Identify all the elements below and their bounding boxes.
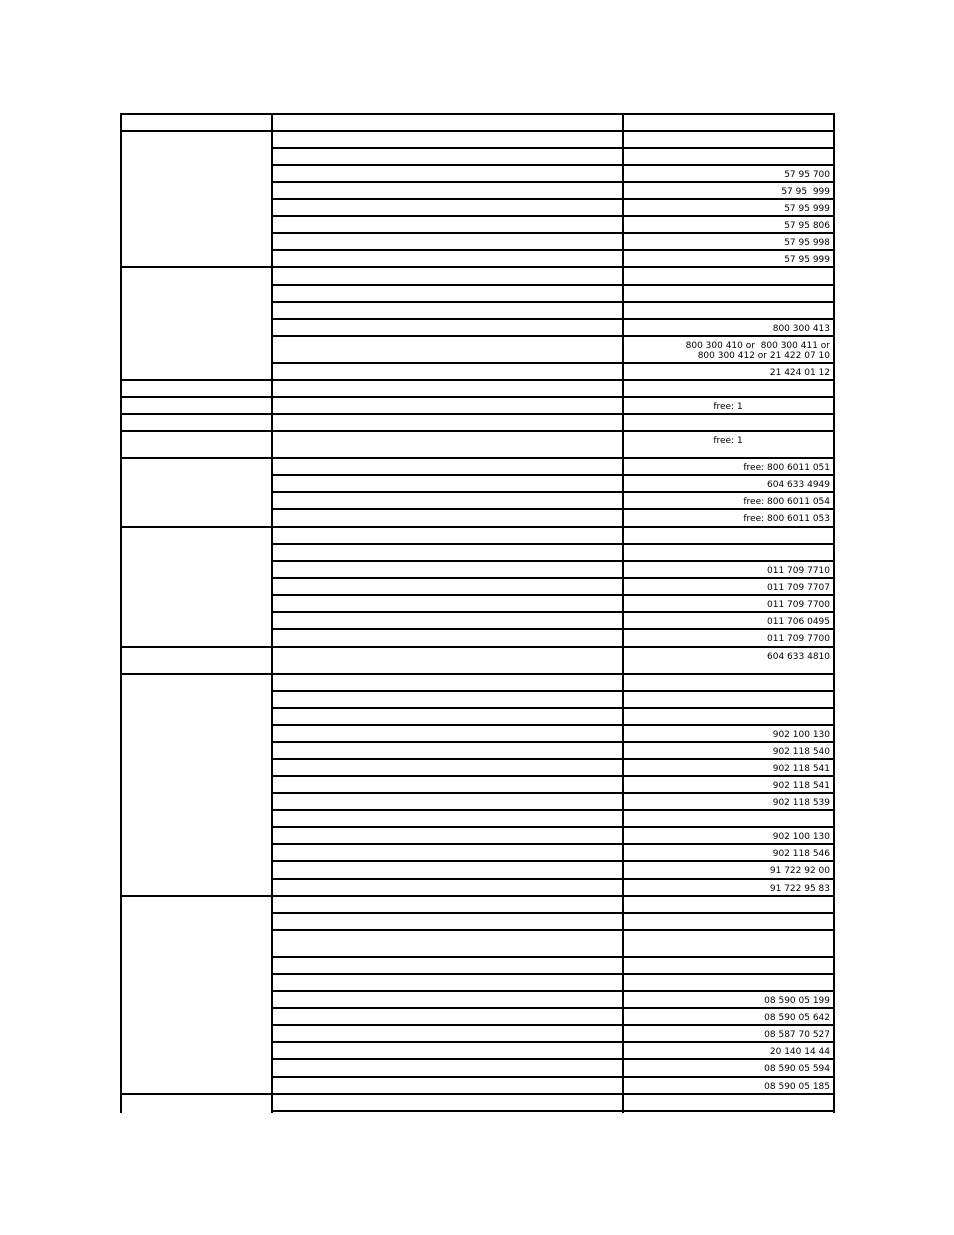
- group-divider: [120, 413, 271, 415]
- row-divider: [271, 809, 835, 811]
- phone-value: 011 706 0495: [767, 617, 830, 627]
- row-divider: [271, 474, 835, 476]
- row-divider: [271, 628, 835, 630]
- row-divider: [271, 249, 835, 251]
- row-divider: [271, 792, 835, 794]
- phone-value: 57 95 806: [784, 221, 830, 231]
- row-divider: [271, 113, 835, 115]
- row-divider: [271, 1093, 835, 1095]
- row-divider: [271, 181, 835, 183]
- row-divider: [271, 266, 835, 268]
- group-divider: [120, 457, 271, 459]
- group-divider: [120, 430, 271, 432]
- phone-value: 902 100 130: [772, 832, 830, 842]
- row-divider: [271, 990, 835, 992]
- phone-value: 21 424 01 12: [769, 368, 830, 378]
- phone-value: 57 95 999: [781, 187, 830, 197]
- phone-value: 902 118 541: [772, 764, 830, 774]
- group-divider: [120, 396, 271, 398]
- row-divider: [271, 673, 835, 675]
- row-divider: [271, 973, 835, 975]
- row-divider: [271, 1058, 835, 1060]
- row-divider: [271, 724, 835, 726]
- row-divider: [271, 912, 835, 914]
- row-divider: [271, 843, 835, 845]
- column-border-1: [271, 113, 273, 1113]
- column-border-2: [622, 113, 624, 1113]
- row-divider: [271, 860, 835, 862]
- row-divider: [271, 362, 835, 364]
- phone-value: 011 709 7700: [767, 634, 830, 644]
- phone-value: 011 709 7707: [767, 583, 830, 593]
- phone-value: free: 1: [713, 402, 743, 412]
- row-divider: [271, 284, 835, 286]
- phone-value: 57 95 700: [784, 170, 830, 180]
- row-divider: [271, 577, 835, 579]
- phone-value: 08 590 05 199: [764, 996, 830, 1006]
- phone-value: 902 100 130: [772, 730, 830, 740]
- phone-value: 57 95 999: [784, 255, 830, 265]
- group-divider: [120, 526, 271, 528]
- row-divider: [271, 878, 835, 880]
- group-divider: [120, 379, 271, 381]
- phone-value: 20 140 14 44: [769, 1047, 830, 1057]
- row-divider: [271, 594, 835, 596]
- row-divider: [271, 775, 835, 777]
- column-border-right: [833, 113, 835, 1113]
- phone-value: free: 800 6011 053: [743, 514, 830, 524]
- row-divider: [271, 198, 835, 200]
- row-divider: [271, 318, 835, 320]
- group-divider: [120, 266, 271, 268]
- phone-value: 902 118 546: [772, 849, 830, 859]
- row-divider: [271, 826, 835, 828]
- phone-value: 604 633 4810: [767, 652, 830, 662]
- row-divider: [271, 232, 835, 234]
- row-divider: [271, 335, 835, 337]
- phone-value: 08 590 05 185: [764, 1082, 830, 1092]
- row-divider: [271, 741, 835, 743]
- phone-value: 57 95 999: [784, 204, 830, 214]
- row-divider: [271, 508, 835, 510]
- row-divider: [271, 164, 835, 166]
- row-divider: [271, 929, 835, 931]
- row-divider: [271, 301, 835, 303]
- row-divider: [271, 491, 835, 493]
- phone-value: 011 709 7700: [767, 600, 830, 610]
- row-divider: [271, 956, 835, 958]
- phone-value: 604 633 4949: [767, 480, 830, 490]
- phone-value: free: 800 6011 051: [743, 463, 830, 473]
- row-divider: [271, 543, 835, 545]
- group-divider: [120, 673, 271, 675]
- phone-value: 800 300 410 or 800 300 411 or 800 300 412 or 21 422 07 10: [685, 341, 830, 361]
- phone-value: 902 118 539: [772, 798, 830, 808]
- phone-value: free: 1: [713, 436, 743, 446]
- row-divider: [271, 147, 835, 149]
- group-divider: [120, 895, 271, 897]
- phone-value: free: 800 6011 054: [743, 497, 830, 507]
- phone-value: 08 590 05 642: [764, 1013, 830, 1023]
- phone-value: 08 590 05 594: [764, 1064, 830, 1074]
- row-divider: [271, 611, 835, 613]
- group-divider: [120, 1093, 271, 1095]
- phone-value: 011 709 7710: [767, 566, 830, 576]
- row-divider: [271, 707, 835, 709]
- row-divider: [271, 130, 835, 132]
- phone-value: 902 118 541: [772, 781, 830, 791]
- group-divider: [120, 646, 271, 648]
- row-divider: [271, 895, 835, 897]
- row-divider: [271, 1024, 835, 1026]
- row-divider: [271, 646, 835, 648]
- row-divider: [271, 526, 835, 528]
- row-divider: [271, 215, 835, 217]
- row-divider: [271, 430, 835, 432]
- row-divider: [271, 396, 835, 398]
- row-divider: [271, 457, 835, 459]
- row-divider: [271, 690, 835, 692]
- phone-value: 91 722 95 83: [769, 884, 830, 894]
- phone-value: 902 118 540: [772, 747, 830, 757]
- row-divider: [271, 560, 835, 562]
- row-divider: [271, 413, 835, 415]
- phone-value: 800 300 413: [772, 324, 830, 334]
- row-divider: [271, 1110, 835, 1112]
- group-divider: [120, 130, 271, 132]
- phone-value: 08 587 70 527: [764, 1030, 830, 1040]
- phone-value: 57 95 998: [784, 238, 830, 248]
- phone-value: 91 722 92 00: [769, 866, 830, 876]
- group-divider: [120, 113, 271, 115]
- row-divider: [271, 1007, 835, 1009]
- row-divider: [271, 1041, 835, 1043]
- row-divider: [271, 379, 835, 381]
- column-border-left: [120, 113, 122, 1113]
- row-divider: [271, 758, 835, 760]
- row-divider: [271, 1076, 835, 1078]
